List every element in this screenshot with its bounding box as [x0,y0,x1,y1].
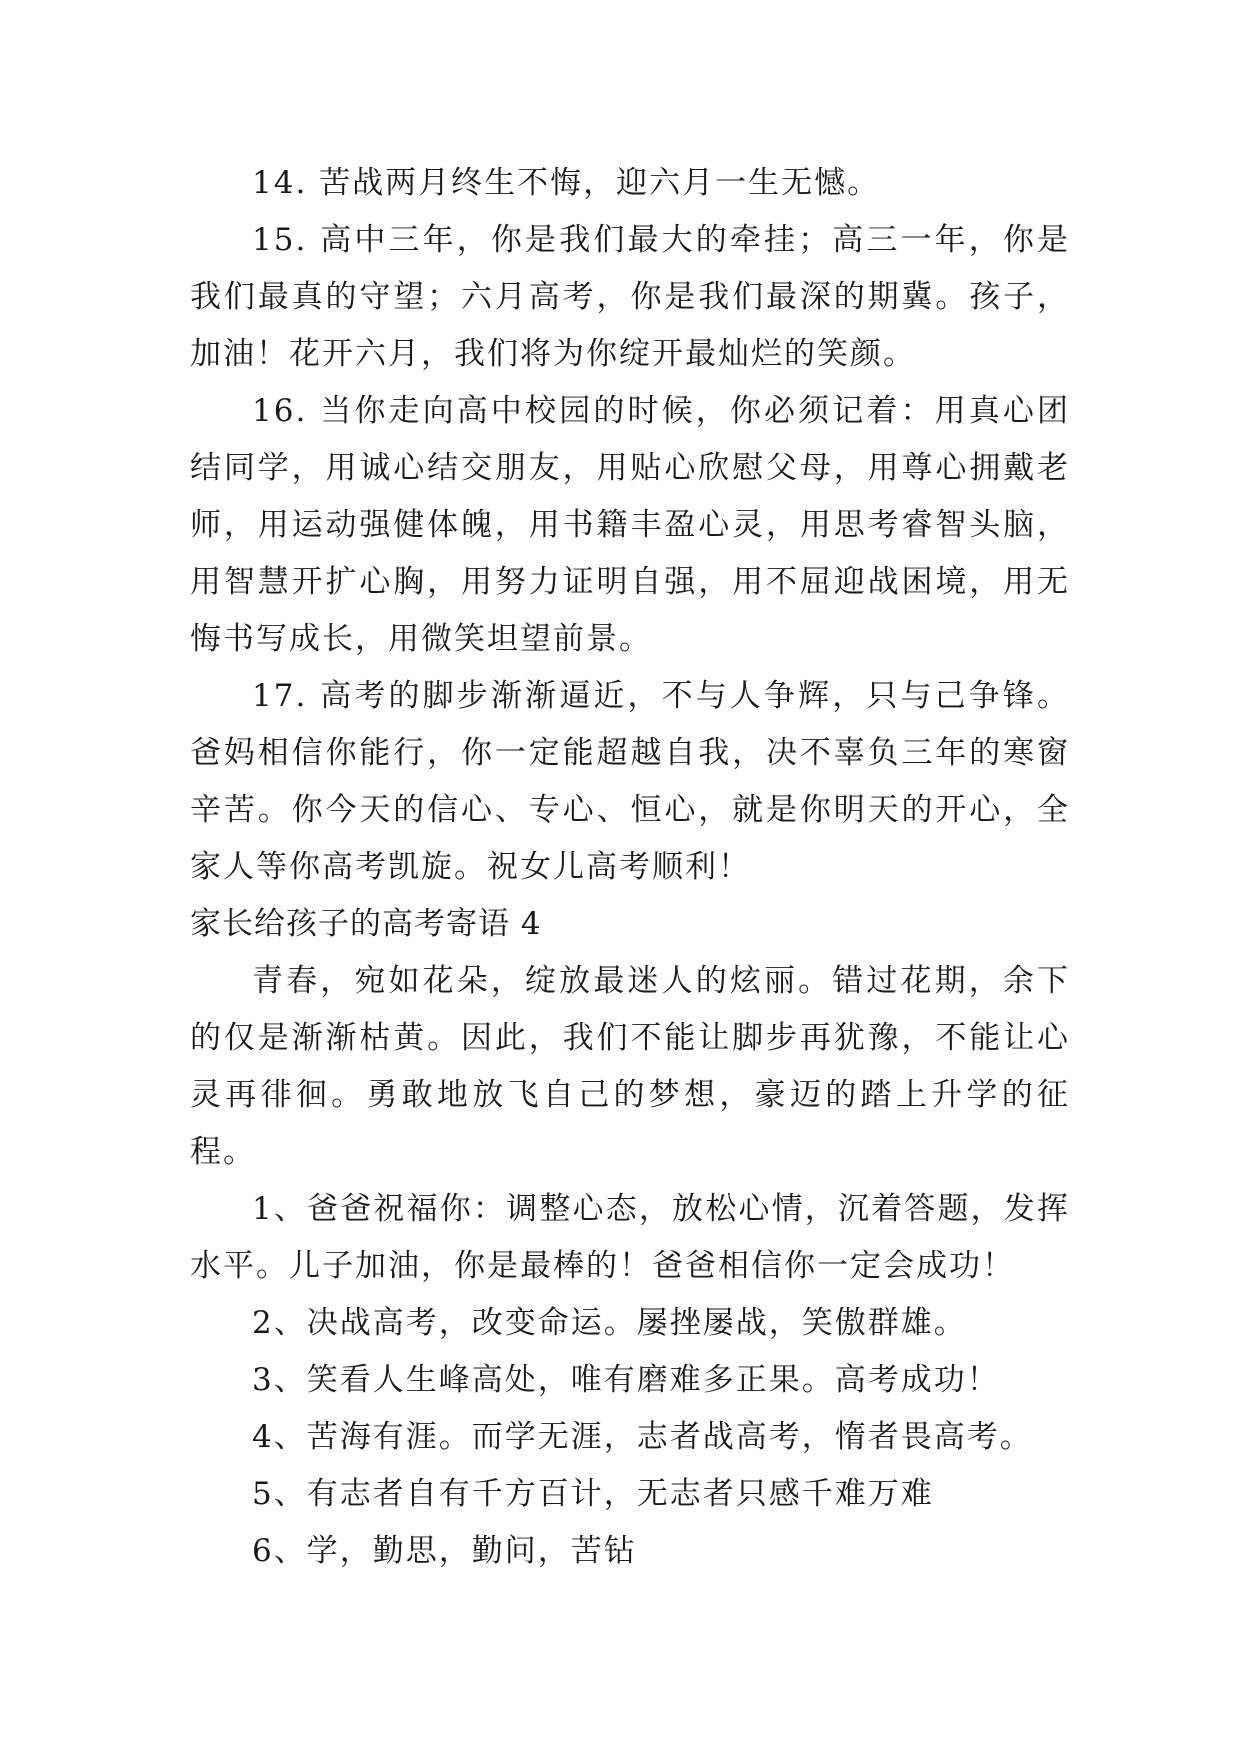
section-heading: 家长给孩子的高考寄语 4 [190,906,542,942]
intro-paragraph: 青春，宛如花朵，绽放最迷人的炫丽。错过花期，余下的仅是渐渐枯黄。因此，我们不能让脚步再犹豫，不能让心灵再徘徊。勇敢地放飞自己的梦想，豪迈的踏上升学的征程。 [190,963,1070,1170]
list-item-1: 1、爸爸祝福你：调整心态，放松心情，沉着答题，发挥水平。儿子加油，你是最棒的！爸爸相信你一定会成功！ [190,1191,1070,1284]
paragraph-15: 15. 高中三年，你是我们最大的牵挂；高三一年，你是我们最真的守望；六月高考，你是我们最深的期冀。孩子，加油！花开六月，我们将为你绽开最灿烂的笑颜。 [190,222,1070,372]
paragraph-17: 17. 高考的脚步渐渐逼近，不与人争辉，只与己争锋。爸妈相信你能行，你一定能超越自我，决不辜负三年的寒窗辛苦。你今天的信心、专心、恒心，就是你明天的开心，全家人等你高考凯旋。祝女儿高考顺利！ [190,678,1070,885]
list-item-4: 4、苦海有涯。而学无涯，志者战高考，惰者畏高考。 [252,1419,1033,1455]
list-item-5: 5、有志者自有千方百计，无志者只感千难万难 [252,1476,934,1512]
list-item-3: 3、笑看人生峰高处，唯有磨难多正果。高考成功！ [252,1362,1000,1398]
document-body [190,155,1070,1580]
list-item-6: 6、学，勤思，勤问，苦钻 [252,1533,637,1569]
paragraph-14: 14. 苦战两月终生不悔，迎六月一生无憾。 [252,165,881,201]
list-item-2: 2、决战高考，改变命运。屡挫屡战，笑傲群雄。 [252,1305,967,1341]
paragraph-16: 16. 当你走向高中校园的时候，你必须记着：用真心团结同学，用诚心结交朋友，用贴心欣慰父母，用尊心拥戴老师，用运动强健体魄，用书籍丰盈心灵，用思考睿智头脑，用智慧开扩心胸，用努力证明自强，用不屈迎战困境，用无悔书写成长，用微笑坦望前景。 [190,393,1070,657]
